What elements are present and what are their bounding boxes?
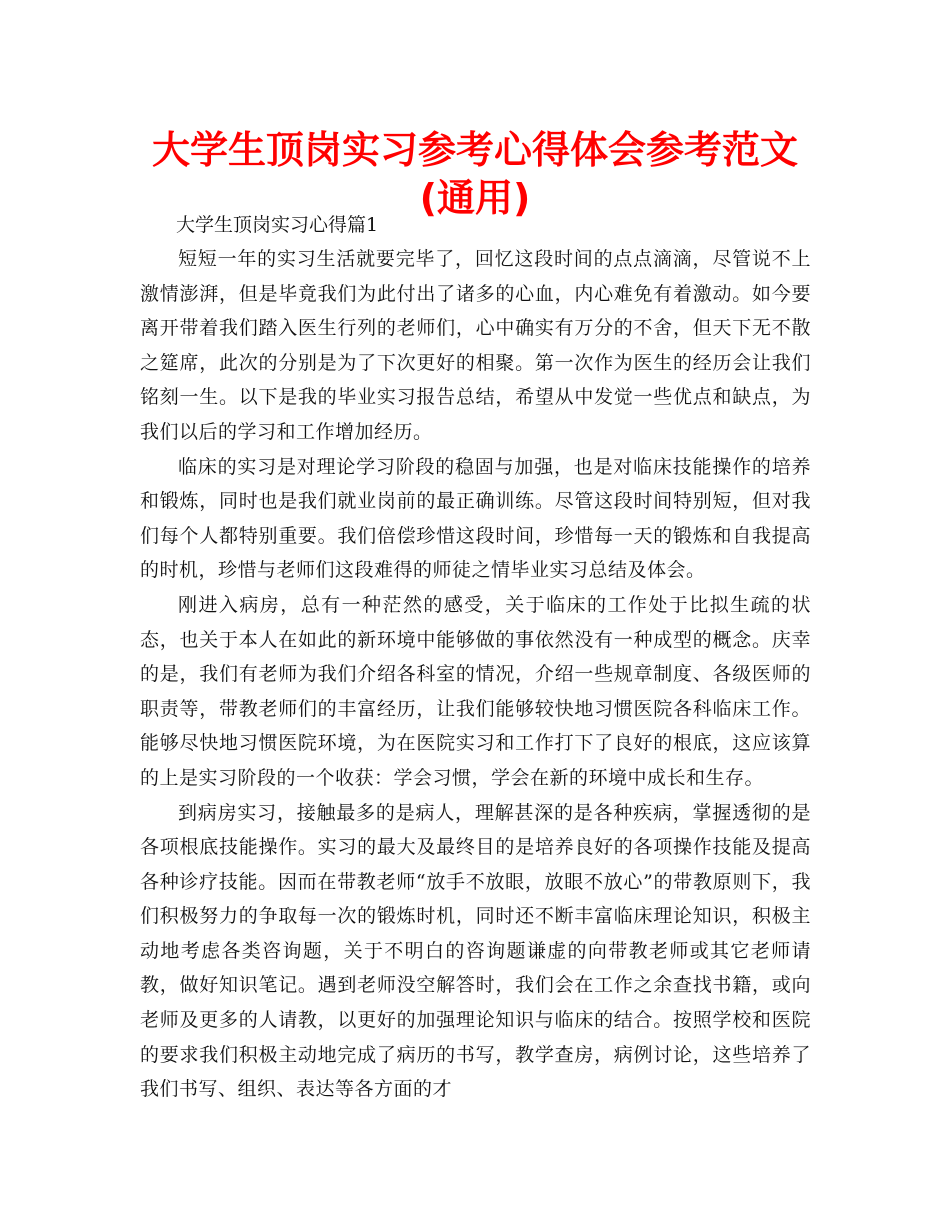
paragraph-3: 刚进入病房，总有一种茫然的感受，关于临床的工作处于比拟生疏的状态，也关于本人在如此的新环境中能够做的事依然没有一种成型的概念。庆幸的是，我们有老师为我们介绍各科室的情况，介绍一些规章制度、各级医师的职责等，带教老师们的丰富经历，让我们能够较快地习惯医院各科临床工作。能够尽快地习惯医院环境，为在医院实习和工作打下了良好的根底，这应该算的上是实习阶段的一个收获：学会习惯，学会在新的环境中成长和生存。 <box>140 593 811 789</box>
paragraph-2: 临床的实习是对理论学习阶段的稳固与加强，也是对临床技能操作的培养和锻炼，同时也是我们就业岗前的最正确训练。尽管这段时间特别短，但对我们每个人都特别重要。我们倍偿珍惜这段时间，珍惜每一天的锻炼和自我提高的时机，珍惜与老师们这段难得的师徒之情毕业实习总结及体会。 <box>140 455 811 582</box>
paragraph-4: 到病房实习，接触最多的是病人，理解甚深的是各种疾病，掌握透彻的是各项根底技能操作。实习的最大及最终目的是培养良好的各项操作技能及提高各种诊疗技能。因而在带教老师“放手不放眼，放眼不放心”的带教原则下，我们积极努力的争取每一次的锻炼时机，同时还不断丰富临床理论知识，积极主动地考虑各类咨询题，关于不明白的咨询题谦虚的向带教老师或其它老师请教，做好知识笔记。遇到老师没空解答时，我们会在工作之余查找书籍，或向老师及更多的人请教，以更好的加强理论知识与临床的结合。按照学校和医院的要求我们积极主动地完成了病历的书写，教学查房，病例讨论，这些培养了我们书写、组织、表达等各方面的才 <box>140 801 811 1101</box>
document-title-line1: 大学生顶岗实习参考心得体会参考范文 <box>151 128 798 172</box>
section-subheading: 大学生顶岗实习心得篇1 <box>176 214 379 236</box>
paragraph-1: 短短一年的实习生活就要完毕了，回忆这段时间的点点滴滴，尽管说不上激情澎湃，但是毕竟我们为此付出了诸多的心血，内心难免有着激动。如今要离开带着我们踏入医生行列的老师们，心中确实有万分的不舍，但天下无不散之筵席，此次的分别是为了下次更好的相聚。第一次作为医生的经历会让我们铭刻一生。以下是我的毕业实习报告总结，希望从中发觉一些优点和缺点，为我们以后的学习和工作增加经历。 <box>140 248 811 443</box>
document-body <box>140 208 811 1107</box>
document-title-line2: (通用) <box>419 176 531 220</box>
